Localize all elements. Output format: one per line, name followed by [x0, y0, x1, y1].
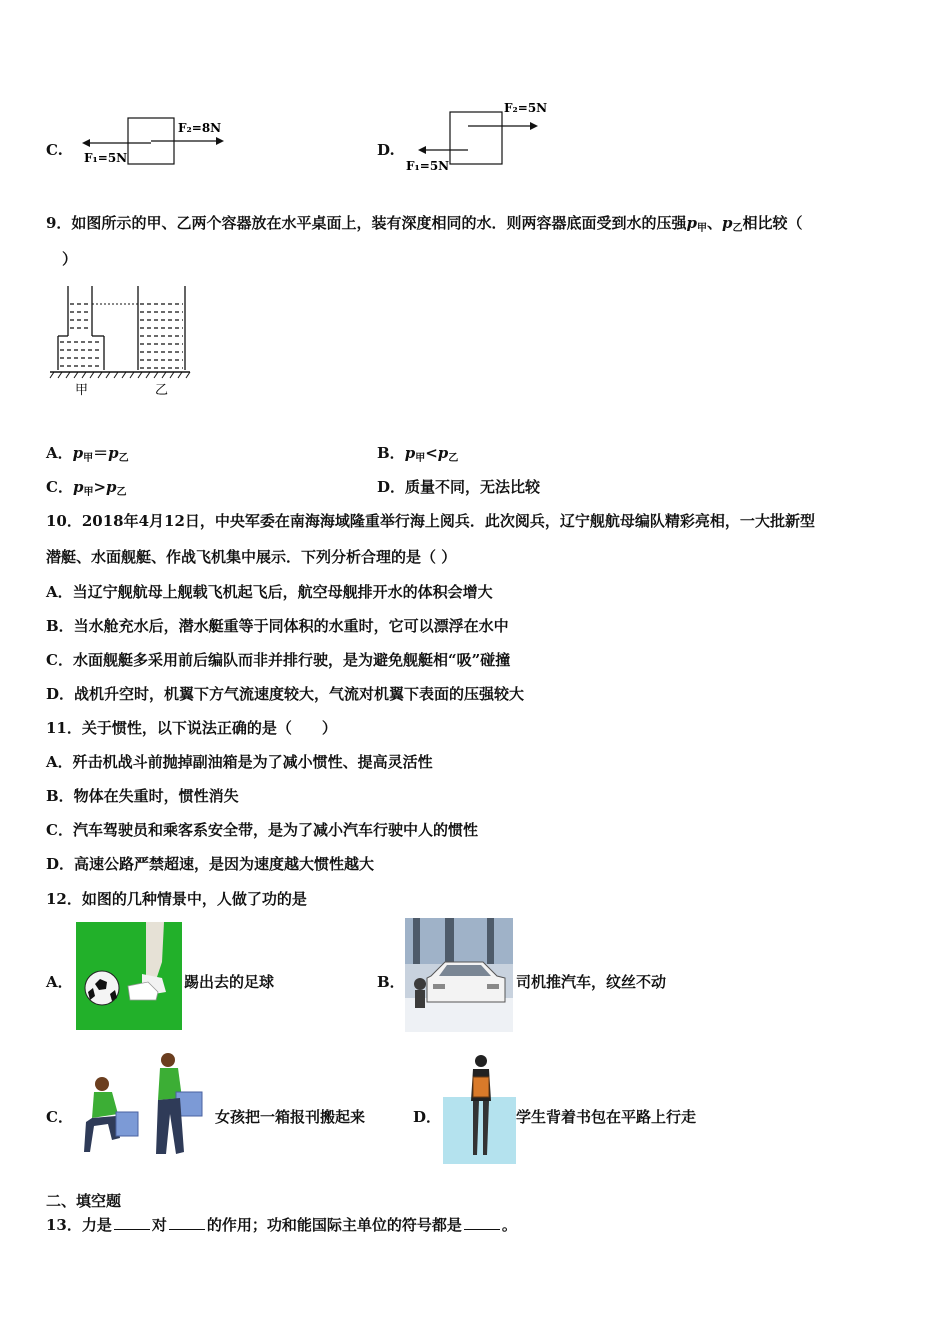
q12-option-a-label: A．: [46, 973, 73, 991]
option-d-label: D.: [377, 141, 395, 159]
force-label-d-f1: F₁=5N: [406, 159, 450, 173]
q11-option-c: C．汽车驾驶员和乘客系安全带，是为了减小汽车行驶中人的惯性: [46, 821, 478, 839]
q12-option-b-text: 司机推汽车，纹丝不动: [516, 973, 667, 991]
q12-option-b-label: B．: [377, 973, 405, 991]
q9-option-d: D．质量不同，无法比较: [377, 478, 541, 496]
question-11-stem: 11．关于惯性，以下说法正确的是（ ）: [46, 719, 337, 737]
section-2-title: 二、填空题: [46, 1192, 122, 1210]
q10-option-d: D．战机升空时，机翼下方气流速度较大，气流对机翼下表面的压强较大: [46, 685, 525, 703]
force-label-d-f2: F₂=5N: [504, 101, 548, 115]
question-10-stem-line2: 潜艇、水面舰艇、作战飞机集中展示．下列分析合理的是（ ）: [46, 548, 457, 566]
question-10-stem-line1: 10．2018年4月12日，中央军委在南海海域隆重举行海上阅兵．此次阅兵，辽宁舰航母编队精彩亮相，一大批新型: [46, 512, 815, 530]
q13-blank-3[interactable]: [464, 1217, 500, 1230]
q10-option-b: B．当水舱充水后，潜水艇重等于同体积的水重时，它可以漂浮在水中: [46, 617, 509, 635]
q9-option-b: B．$p_甲<p_乙$: [377, 444, 459, 464]
q10-option-a: A．当辽宁舰航母上舰载飞机起飞后，航空母舰排开水的体积会增大: [46, 583, 493, 601]
q12-option-c-text: 女孩把一箱报刊搬起来: [215, 1108, 366, 1126]
container-yi-label: 乙: [155, 383, 169, 398]
q12-option-c-label: C．: [46, 1108, 73, 1126]
q11-option-b: B．物体在失重时，惯性消失: [46, 787, 239, 805]
q11-option-a: A．歼击机战斗前抛掉副油箱是为了减小惯性、提高灵活性: [46, 753, 433, 771]
girl-lifting-box-image: [80, 1052, 210, 1164]
q12-option-d-label: D．: [413, 1108, 442, 1126]
q12-option-a-text: 踢出去的足球: [184, 973, 275, 991]
student-walking-image: [443, 1053, 516, 1164]
q9-option-c: C．$p_甲>p_乙$: [46, 478, 127, 498]
force-diagram-c: [78, 110, 228, 174]
option-c-label: C.: [46, 141, 63, 159]
q13-blank-1[interactable]: [114, 1217, 150, 1230]
q12-option-d-text: 学生背着书包在平路上行走: [516, 1108, 697, 1126]
question-13: 13．力是 对 的作用；功和能国际主单位的符号都是 。: [46, 1216, 517, 1234]
question-12-stem: 12．如图的几种情景中，人做了功的是: [46, 890, 307, 908]
force-label-c-f1: F₁=5N: [84, 151, 128, 165]
container-jia-label: 甲: [75, 383, 89, 398]
q11-option-d: D．高速公路严禁超速，是因为速度越大惯性越大: [46, 855, 375, 873]
question-9-stem: 9．如图所示的甲、乙两个容器放在水平桌面上，装有深度相同的水．则两容器底面受到水的压强$p_甲$、$p_乙$相比较（: [46, 214, 803, 234]
force-label-c-f2: F₂=8N: [178, 121, 222, 135]
q10-option-c: C．水面舰艇多采用前后编队而非并排行驶，是为避免舰艇相“吸”碰撞: [46, 651, 511, 669]
car-push-image: [405, 918, 513, 1032]
force-diagram-d: [404, 98, 554, 178]
soccer-kick-image: [76, 922, 182, 1030]
question-9-close-paren: ）: [62, 250, 78, 268]
q9-option-a: A．$p_甲=p_乙$: [46, 444, 129, 464]
q13-blank-2[interactable]: [169, 1217, 205, 1230]
containers-diagram: [48, 284, 193, 400]
